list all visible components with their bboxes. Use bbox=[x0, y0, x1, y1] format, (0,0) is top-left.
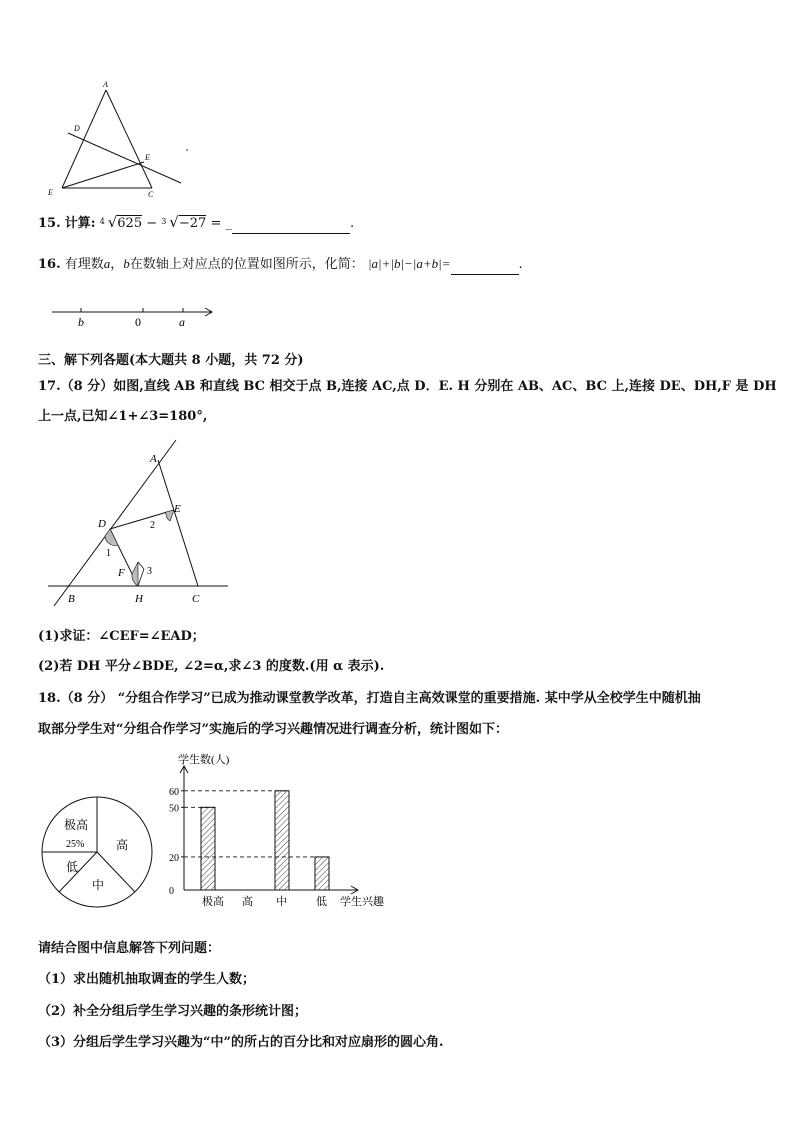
label-f: F bbox=[118, 567, 125, 579]
root2-radicand: −27 bbox=[178, 216, 207, 231]
q15-equals: = _ bbox=[210, 216, 232, 231]
axis-label-b: b bbox=[78, 315, 84, 329]
y-tick-label: 20 bbox=[169, 852, 179, 864]
question-16 bbox=[38, 254, 523, 275]
q16-end: . bbox=[518, 257, 523, 272]
q16-number: 16. bbox=[38, 257, 61, 272]
x-tick-label: 低 bbox=[316, 896, 327, 908]
label-d: D bbox=[74, 124, 80, 133]
q16-text-a: 有理数 bbox=[64, 257, 104, 272]
pie-chart bbox=[38, 793, 158, 913]
bar-2 bbox=[275, 791, 289, 890]
q16-var-a: a bbox=[103, 256, 111, 271]
q16-text-b: 在数轴上对应点的位置如图所示，化简： bbox=[129, 257, 364, 272]
q15-end: . bbox=[349, 216, 355, 231]
label-a: A bbox=[150, 453, 157, 465]
root1-index: 4 bbox=[99, 217, 105, 226]
label-d: D bbox=[98, 518, 106, 530]
q18-part-3: （3）分组后学生学习兴趣为“中”的所占的百分比和对应扇形的圆心角. bbox=[38, 1035, 444, 1050]
q16-var-b: b bbox=[123, 256, 130, 271]
x-tick-label: 极高 bbox=[202, 896, 224, 908]
pie-label-zhong: 中 bbox=[92, 878, 105, 892]
angle-1-label: 1 bbox=[106, 548, 111, 559]
axis-label-a: a bbox=[179, 315, 185, 329]
axis-label-zero: 0 bbox=[135, 315, 141, 329]
label-c: C bbox=[148, 190, 154, 199]
pie-label-di: 低 bbox=[66, 860, 79, 874]
x-tick-label: 高 bbox=[242, 896, 253, 908]
label-a: A bbox=[103, 80, 108, 89]
pie-label-gao: 高 bbox=[116, 838, 129, 852]
q17-part-2: (2)若 DH 平分∠BDE, ∠2=α,求∠3 的度数.(用 α 表示). bbox=[38, 659, 385, 674]
pie-label-jigao: 极高 bbox=[64, 818, 89, 832]
x-tick-label: 中 bbox=[276, 896, 287, 908]
bar-0 bbox=[201, 807, 215, 890]
angle-2-label: 2 bbox=[150, 520, 155, 531]
q15-number: 15. bbox=[38, 216, 61, 231]
q18-line-2: 取部分学生对“分组合作学习”实施后的学习兴趣情况进行调查分析，统计图如下： bbox=[38, 722, 508, 737]
triangle-figure-q14 bbox=[40, 78, 200, 203]
question-15 bbox=[38, 212, 354, 234]
q15-minus: − bbox=[146, 216, 158, 231]
q16-sep: ， bbox=[110, 257, 124, 272]
y-axis-label: 学生数(人) bbox=[178, 754, 230, 766]
q18-part-1: （1）求出随机抽取调查的学生人数； bbox=[38, 972, 256, 987]
pie-label-jigao-percent: 25% bbox=[66, 839, 85, 850]
root1-radicand: 625 bbox=[117, 216, 143, 231]
bar-3 bbox=[315, 857, 329, 890]
label-e-right: E bbox=[145, 153, 150, 162]
q17-line-2: 上一点,已知∠1+∠3=180°, bbox=[38, 409, 208, 424]
x-axis-label: 学生兴趣 bbox=[340, 896, 384, 908]
section-heading: 三、解下列各题(本大题共 8 小题，共 72 分) bbox=[38, 353, 304, 368]
geometry-figure-q17 bbox=[40, 438, 240, 613]
bar-chart bbox=[160, 748, 400, 916]
dot-mark bbox=[186, 149, 188, 151]
root2-index: 3 bbox=[161, 217, 167, 226]
q18-line-1: 18.（8 分） “分组合作学习”已成为推动课堂教学改革，打造自主高效课堂的重要措施. 某中学从全校学生中随机抽 bbox=[38, 691, 701, 706]
label-e-left: E bbox=[48, 188, 53, 197]
root-expression-2: 3 √−27 bbox=[161, 213, 207, 231]
label-b: B bbox=[68, 593, 75, 605]
q17-part-1: (1)求证：∠CEF=∠EAD； bbox=[38, 629, 205, 644]
y-tick-label: 60 bbox=[169, 786, 179, 798]
q15-prefix: 计算: bbox=[64, 216, 96, 231]
y-tick-label: 0 bbox=[169, 886, 174, 897]
answer-blank-16[interactable] bbox=[451, 274, 519, 275]
y-tick-label: 50 bbox=[169, 803, 179, 815]
answer-blank-15[interactable] bbox=[232, 233, 350, 234]
q16-expression: |a|+|b|−|a+b|= bbox=[367, 256, 451, 271]
label-e: E bbox=[174, 503, 181, 515]
root-expression-1: 4 √625 bbox=[99, 213, 143, 231]
angle-3-label: 3 bbox=[147, 566, 152, 577]
q18-intro: 请结合图中信息解答下列问题： bbox=[38, 941, 221, 956]
q17-line-1: 17.（8 分）如图,直线 AB 和直线 BC 相交于点 B,连接 AC,点 D．E. H 分别在 AB、AC、BC 上,连接 DE、DH,F 是 DH bbox=[38, 379, 777, 394]
q18-part-2: （2）补全分组后学生学习兴趣的条形统计图； bbox=[38, 1004, 308, 1019]
number-line-figure bbox=[48, 302, 218, 332]
label-h: H bbox=[135, 593, 143, 605]
label-c: C bbox=[192, 593, 200, 605]
